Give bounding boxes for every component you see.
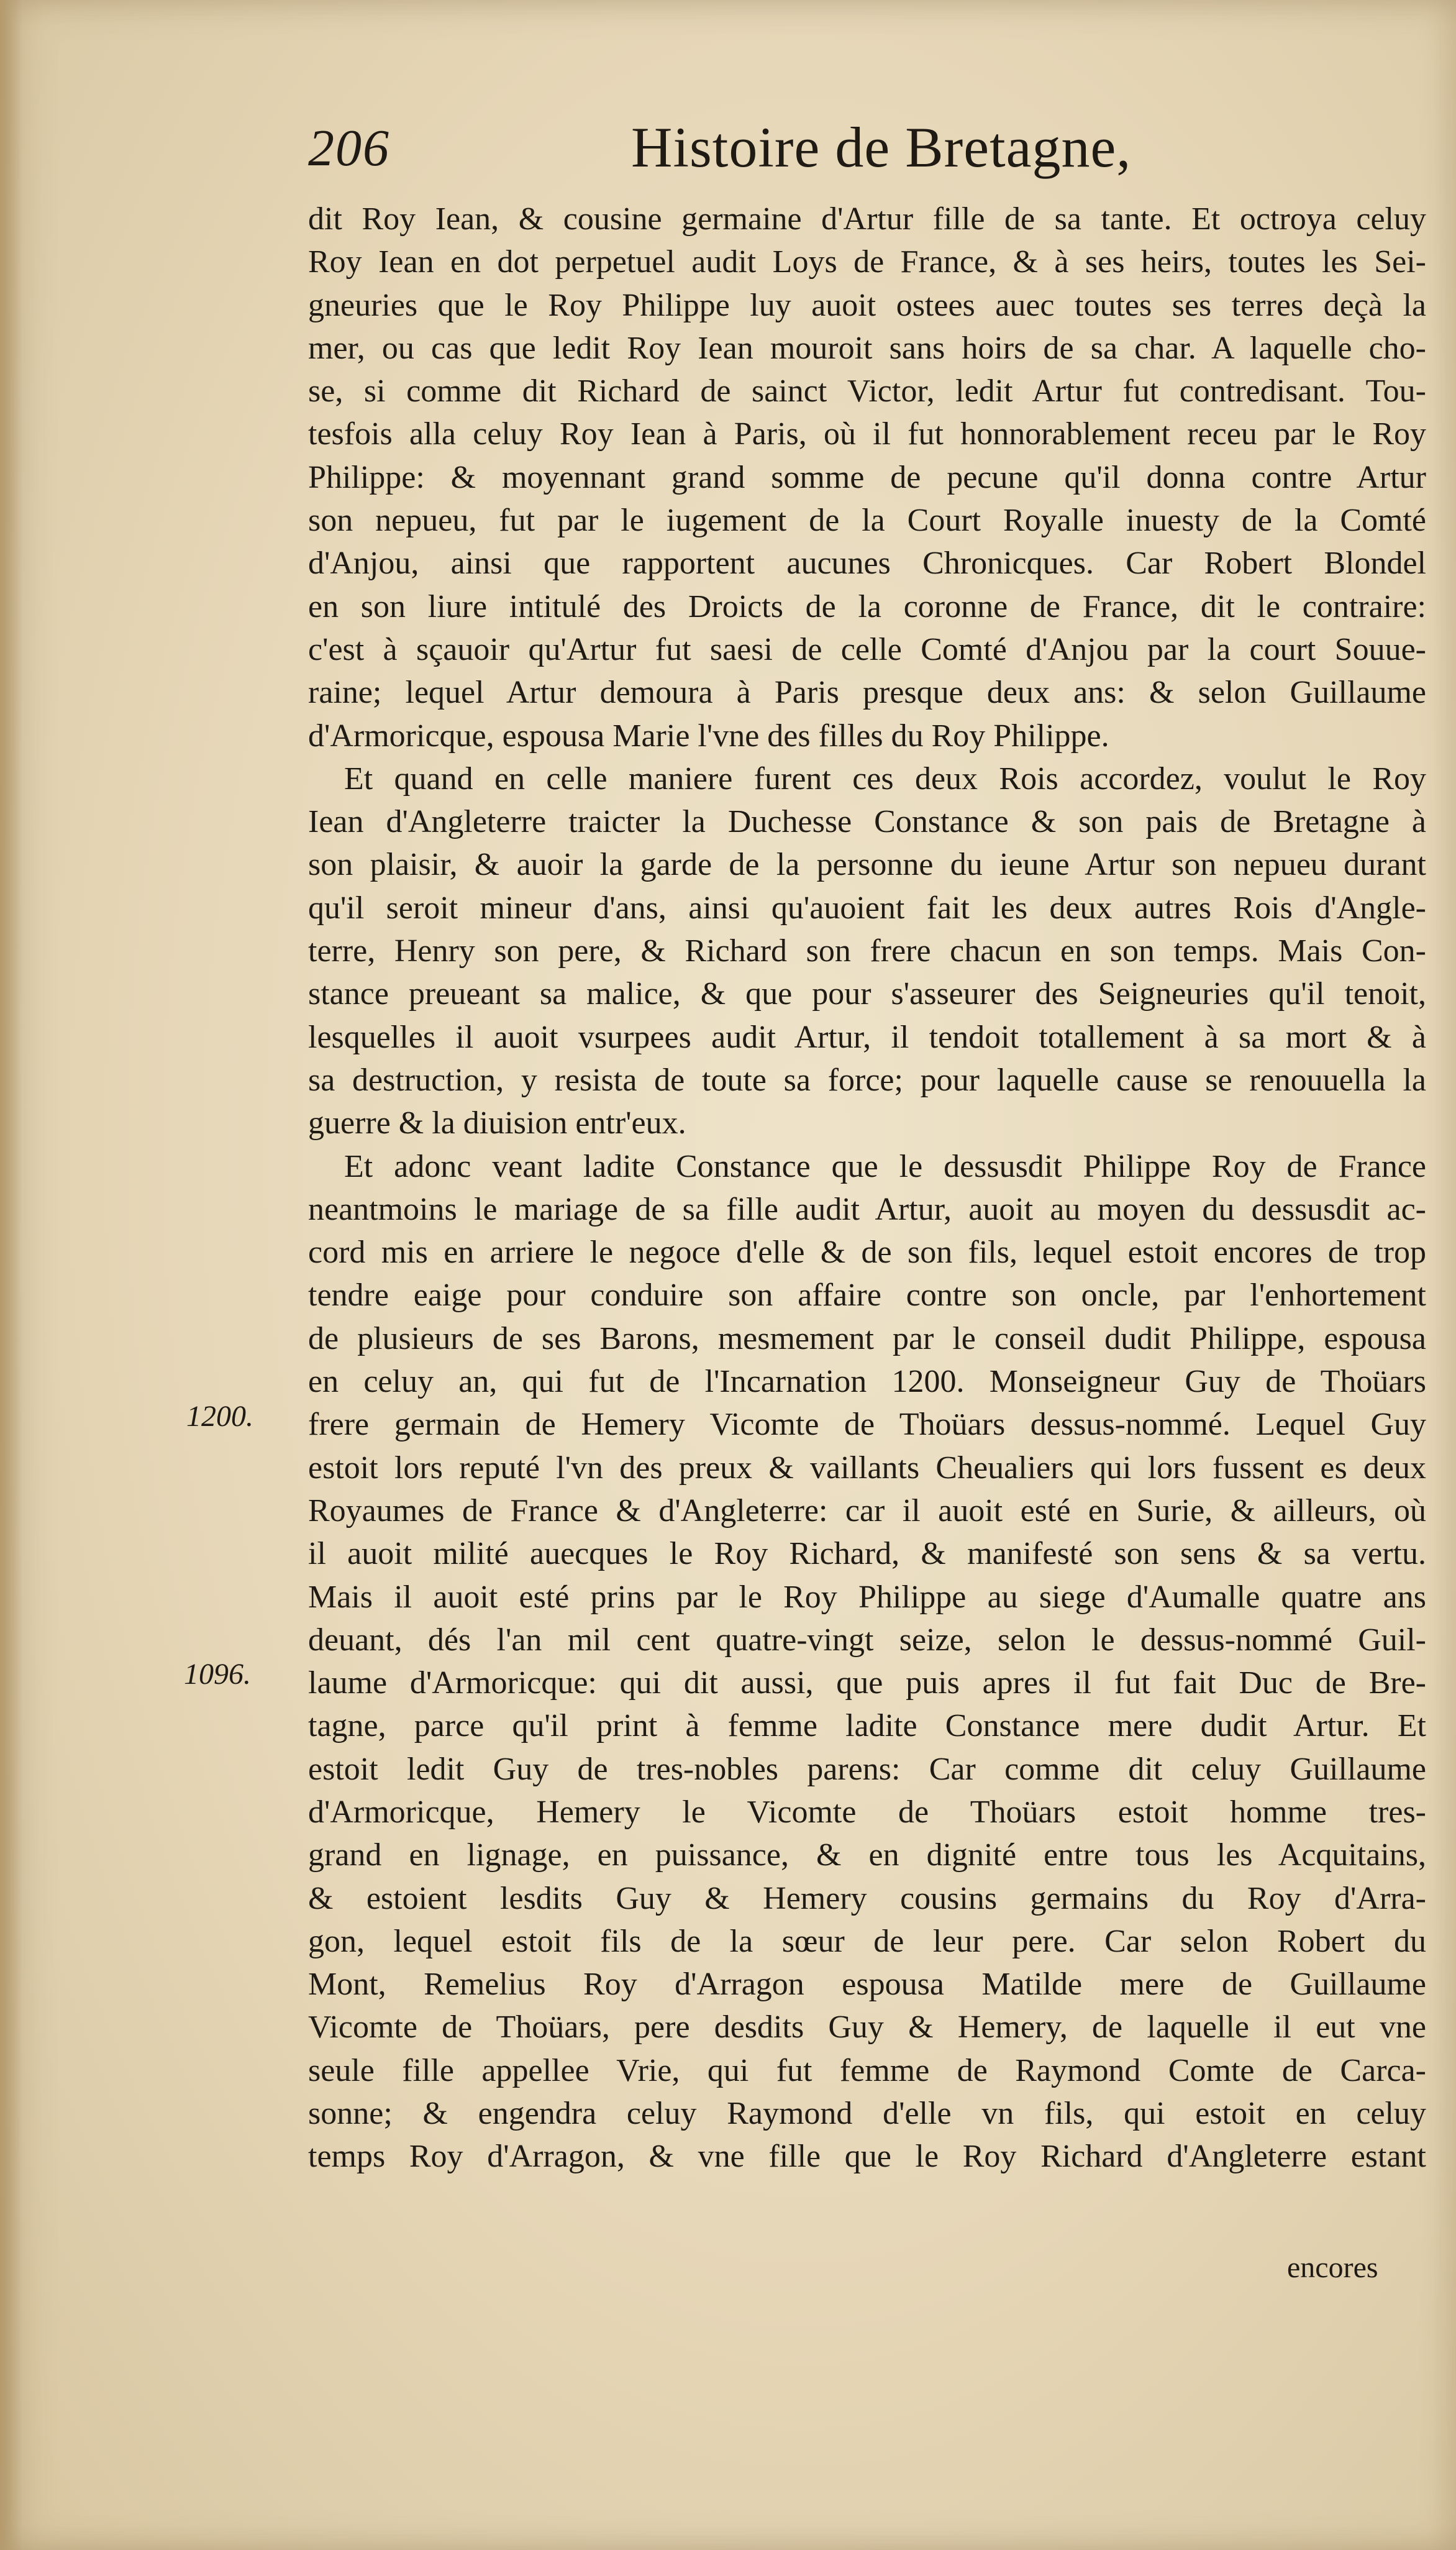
text-line: grand en lignage, en puissance, & en dignité entre tous les Acquitains, bbox=[308, 1837, 1426, 1873]
text-line: tesfois alla celuy Roy Iean à Paris, où il fut honnorablement receu par le Roy bbox=[308, 416, 1426, 452]
text-line: frere germain de Hemery Vicomte de Thoüars dessus-nommé. Lequel Guy bbox=[308, 1407, 1426, 1443]
text-line: Et adonc veant ladite Constance que le dessusdit Philippe Roy de France bbox=[344, 1148, 1426, 1184]
text-line: Et quand en celle maniere furent ces deux Rois accordez, voulut le Roy bbox=[344, 761, 1426, 797]
text-line: Vicomte de Thoüars, pere desdits Guy & Hemery, de laquelle il eut vne bbox=[308, 2009, 1426, 2045]
text-line: estoit lors reputé l'vn des preux & vaillants Cheualiers qui lors fussent es deux bbox=[308, 1450, 1426, 1486]
text-line: d'Armoricque, espousa Marie l'vne des filles du Roy Philippe. bbox=[308, 718, 1109, 754]
text-line: Iean d'Angleterre traicter la Duchesse Constance & son pais de Bretagne à bbox=[308, 804, 1426, 840]
text-line: Roy Iean en dot perpetuel audit Loys de France, & à ses heirs, toutes les Sei- bbox=[308, 244, 1426, 280]
main-text-block bbox=[308, 198, 1426, 2178]
text-line: Mont, Remelius Roy d'Arragon espousa Matilde mere de Guillaume bbox=[308, 1967, 1426, 2003]
text-line: cord mis en arriere le negoce d'elle & de son fils, lequel estoit encores de trop bbox=[308, 1235, 1426, 1271]
page-number: 206 bbox=[308, 119, 390, 177]
text-line: laume d'Armoricque: qui dit aussi, que puis apres il fut fait Duc de Bre- bbox=[308, 1665, 1426, 1701]
text-line: temps Roy d'Arragon, & vne fille que le Roy Richard d'Angleterre estant bbox=[308, 2139, 1426, 2175]
text-line: gon, lequel estoit fils de la sœur de leur pere. Car selon Robert du bbox=[308, 1923, 1426, 1959]
text-line: son nepueu, fut par le iugement de la Court Royalle inuesty de la Comté bbox=[308, 503, 1426, 539]
text-line: Mais il auoit esté prins par le Roy Philippe au siege d'Aumalle quatre ans bbox=[308, 1579, 1426, 1615]
text-line: son plaisir, & auoir la garde de la personne du ieune Artur son nepueu durant bbox=[308, 847, 1426, 883]
text-line: en celuy an, qui fut de l'Incarnation 1200. Monseigneur Guy de Thoüars bbox=[308, 1364, 1426, 1400]
text-line: sa destruction, y resista de toute sa force; pour laquelle cause se renouuella la bbox=[308, 1062, 1426, 1098]
text-line: il auoit milité auecques le Roy Richard, & manifesté son sens & sa vertu. bbox=[308, 1536, 1426, 1572]
running-title: Histoire de Bretagne, bbox=[631, 116, 1132, 179]
text-line: seule fille appellee Vrie, qui fut femme de Raymond Comte de Carca- bbox=[308, 2052, 1426, 2088]
text-line: qu'il seroit mineur d'ans, ainsi qu'auoient fait les deux autres Rois d'Angle- bbox=[308, 890, 1426, 926]
text-line: se, si comme dit Richard de sainct Victor, ledit Artur fut contredisant. Tou- bbox=[308, 373, 1426, 409]
text-line: terre, Henry son pere, & Richard son frere chacun en son temps. Mais Con- bbox=[308, 933, 1426, 969]
text-line: guerre & la diuision entr'eux. bbox=[308, 1105, 686, 1141]
margin-note-year-1096: 1096. bbox=[184, 1658, 251, 1691]
text-line: deuant, dés l'an mil cent quatre-vingt seize, selon le dessus-nommé Guil- bbox=[308, 1622, 1426, 1658]
text-line: gneuries que le Roy Philippe luy auoit ostees auec toutes ses terres deçà la bbox=[308, 287, 1426, 323]
page-gutter-shadow bbox=[0, 0, 22, 2550]
text-line: lesquelles il auoit vsurpees audit Artur, il tendoit totallement à sa mort & à bbox=[308, 1019, 1426, 1055]
text-line: & estoient lesdits Guy & Hemery cousins germains du Roy d'Arra- bbox=[308, 1880, 1426, 1916]
text-line: sonne; & engendra celuy Raymond d'elle vn fils, qui estoit en celuy bbox=[308, 2096, 1426, 2132]
text-line: tagne, parce qu'il print à femme ladite Constance mere dudit Artur. Et bbox=[308, 1708, 1426, 1744]
running-head bbox=[308, 118, 1178, 193]
text-line: Philippe: & moyennant grand somme de pecune qu'il donna contre Artur bbox=[308, 459, 1426, 495]
text-line: en son liure intitulé des Droicts de la coronne de France, dit le contraire: bbox=[308, 588, 1426, 624]
margin-note-year-1200: 1200. bbox=[186, 1400, 253, 1433]
text-line: mer, ou cas que ledit Roy Iean mouroit sans hoirs de sa char. A laquelle cho- bbox=[308, 330, 1426, 366]
text-line: c'est à sçauoir qu'Artur fut saesi de celle Comté d'Anjou par la court Souue- bbox=[308, 631, 1426, 667]
text-line: d'Anjou, ainsi que rapportent aucunes Chronicques. Car Robert Blondel bbox=[308, 546, 1426, 582]
text-line: stance preueant sa malice, & que pour s'asseurer des Seigneuries qu'il tenoit, bbox=[308, 976, 1426, 1012]
text-line: de plusieurs de ses Barons, mesmement par le conseil dudit Philippe, espousa bbox=[308, 1320, 1426, 1356]
text-line: d'Armoricque, Hemery le Vicomte de Thoüars estoit homme tres- bbox=[308, 1794, 1426, 1830]
text-line: estoit ledit Guy de tres-nobles parens: Car comme dit celuy Guillaume bbox=[308, 1751, 1426, 1787]
text-line: Royaumes de France & d'Angleterre: car il auoit esté en Surie, & ailleurs, où bbox=[308, 1492, 1426, 1529]
catchword: encores bbox=[1287, 2251, 1378, 2284]
text-line: dit Roy Iean, & cousine germaine d'Artur fille de sa tante. Et octroya celuy bbox=[308, 201, 1426, 237]
text-line: raine; lequel Artur demoura à Paris presque deux ans: & selon Guillaume bbox=[308, 675, 1426, 711]
text-line: neantmoins le mariage de sa fille audit Artur, auoit au moyen du dessusdit ac- bbox=[308, 1191, 1426, 1227]
text-line: tendre eaige pour conduire son affaire contre son oncle, par l'enhortement bbox=[308, 1277, 1426, 1314]
